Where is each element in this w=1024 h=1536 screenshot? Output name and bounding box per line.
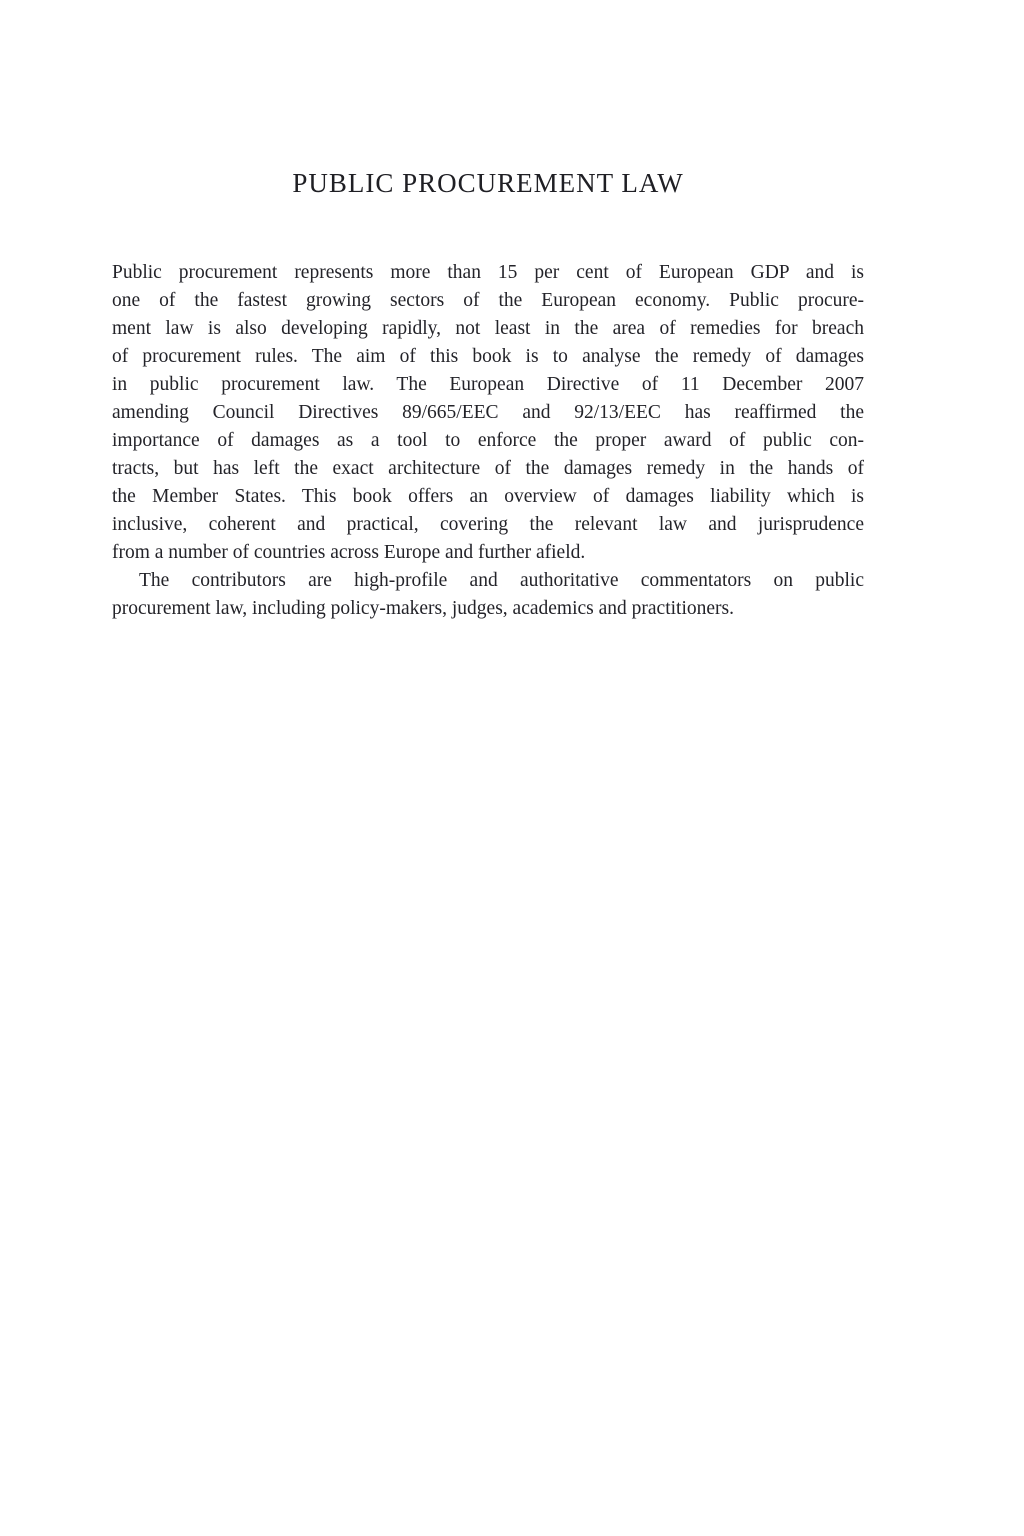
text-line: Public procurement represents more than 15 per cent of European GDP and is bbox=[112, 262, 864, 283]
text-line: procurement law, including policy-makers, judges, academics and practitioners. bbox=[112, 598, 734, 619]
text-line: of procurement rules. The aim of this book is to analyse the remedy of damages bbox=[112, 346, 864, 367]
text-line: inclusive, coherent and practical, covering the relevant law and jurisprudence bbox=[112, 514, 864, 535]
text-line: the Member States. This book offers an overview of damages liability which is bbox=[112, 486, 864, 507]
text-line: The contributors are high-profile and authoritative commentators on public bbox=[139, 570, 864, 591]
text-line: tracts, but has left the exact architecture of the damages remedy in the hands of bbox=[112, 458, 864, 479]
text-line: importance of damages as a tool to enforce the proper award of public con- bbox=[112, 430, 864, 451]
text-line: one of the fastest growing sectors of the European economy. Public procure- bbox=[112, 290, 864, 311]
text-line: from a number of countries across Europe and further afield. bbox=[112, 542, 586, 563]
text-line: ment law is also developing rapidly, not least in the area of remedies for breach bbox=[112, 318, 864, 339]
text-line: amending Council Directives 89/665/EEC and 92/13/EEC has reaffirmed the bbox=[112, 402, 864, 423]
body-text bbox=[112, 259, 864, 623]
page-title: PUBLIC PROCUREMENT LAW bbox=[292, 168, 684, 198]
text-line: in public procurement law. The European Directive of 11 December 2007 bbox=[112, 374, 864, 395]
text-block bbox=[112, 0, 864, 623]
